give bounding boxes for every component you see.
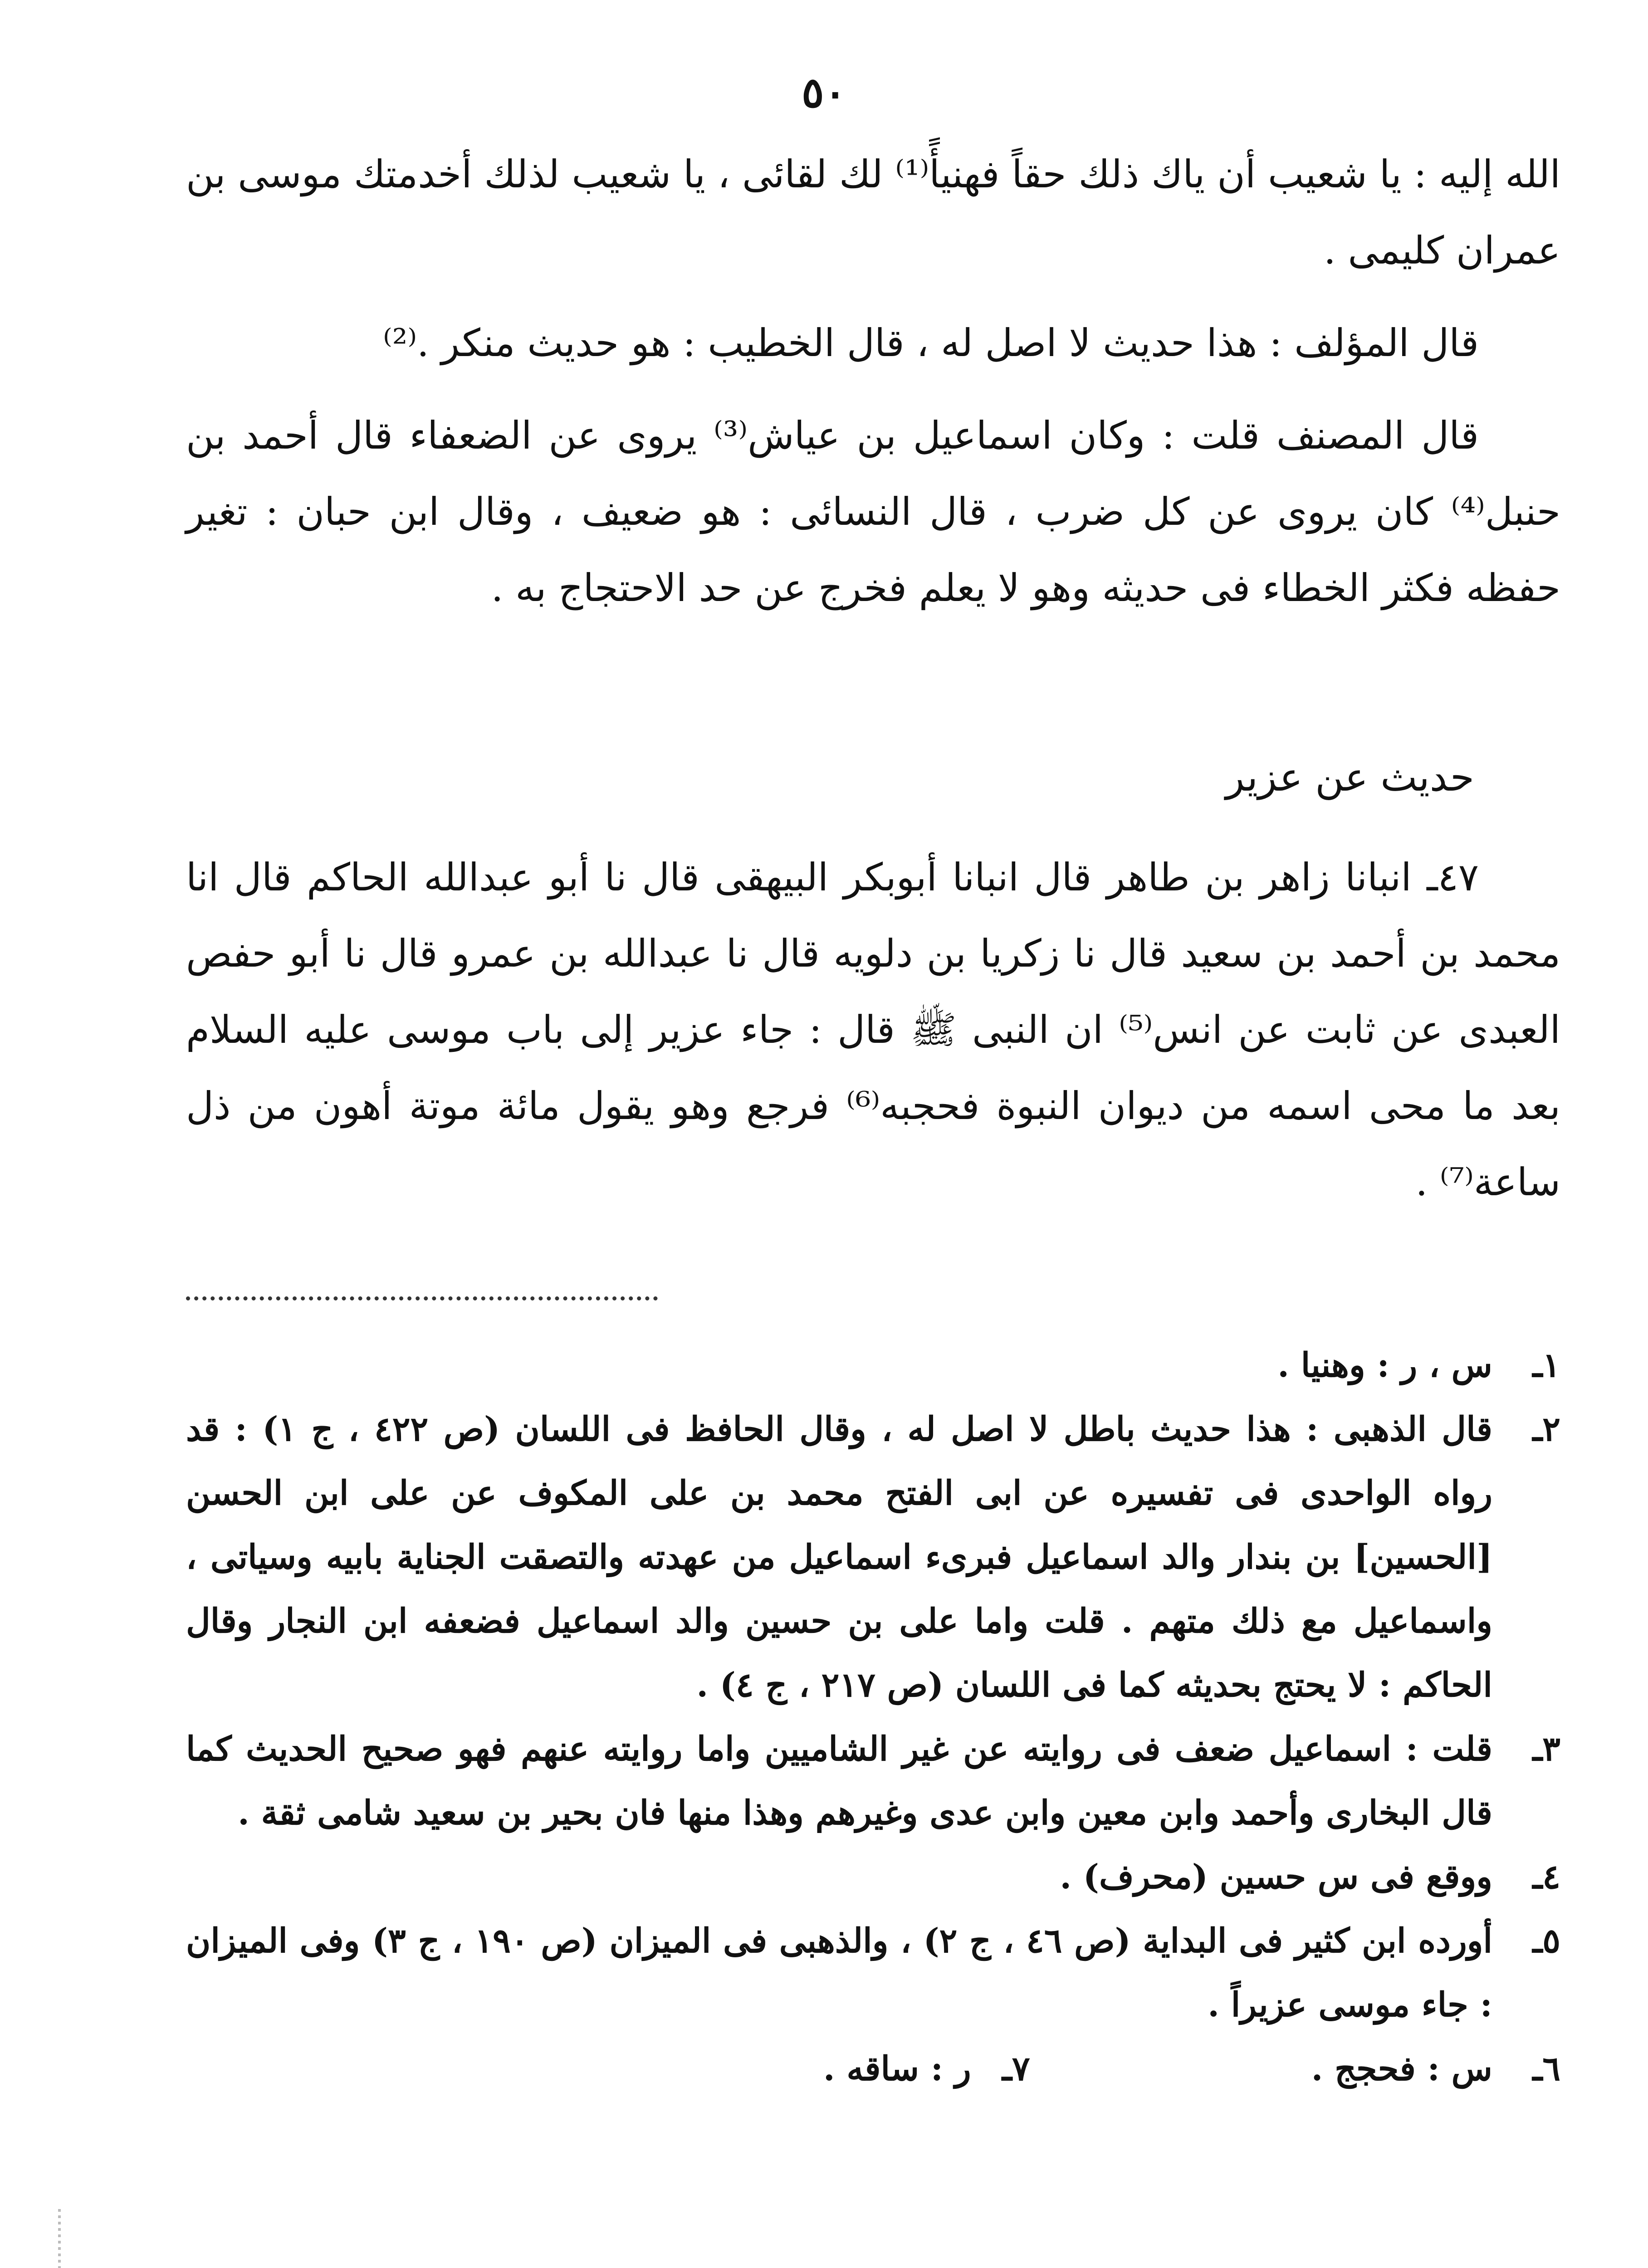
footnote-item [186, 1845, 1560, 1909]
footnote-item [186, 1717, 1560, 1845]
paragraph-shuayb: الله إليه : يا شعيب أن ياك ذلك حقاً فهنيأً⁽¹⁾ لك لقائى ، يا شعيب لذلك أخدمتك موسى بن عمران كليمى . [186, 152, 1560, 273]
page-number: ٥٠ [802, 68, 846, 117]
footnote-text: ووقع فى س حسين (محرف) . [1060, 1857, 1492, 1897]
footnote-number: ٧ـ [1002, 2049, 1030, 2088]
footnote-number: ٣ـ [1532, 1730, 1560, 1769]
footnote-item [186, 1334, 1560, 1398]
main-text-block-top [186, 136, 1560, 626]
paragraph-hadith-47: ٤٧ـ انبانا زاهر بن طاهر قال انبانا أبوبكر البيهقى قال نا أبو عبدالله الحاكم قال انا محمد بن أحمد بن سعيد قال نا زكريا بن دلويه قال نا عبدالله بن عمرو قال نا أبو حفص العبدى عن ثابت عن انس⁽⁵⁾ ان النبى ﷺ قال : جاء عزير إلى باب موسى عليه السلام بعد ما محى اسمه من ديوان النبوة فحجبه⁽⁶⁾ فرجع وهو يقول مائة موتة أهون من ذل ساعة⁽⁷⁾ . [186, 855, 1561, 1204]
footnote-text: أورده ابن كثير فى البداية (ص ٤٦ ، ج ٢) ، والذهبى فى الميزان (ص ١٩٠ ، ج ٣) وفى الميزان : جاء موسى عزيراً . [186, 1921, 1493, 2024]
footnote-text: قلت : اسماعيل ضعف فى روايته عن غير الشاميين واما روايته عنهم فهو صحيح الحديث كما قال البخارى وأحمد وابن معين وابن عدى وغيرهم وهذا منها فان بحير بن سعيد شامى ثقة . [186, 1730, 1492, 1833]
footnote-text: ر : ساقه . [823, 2049, 971, 2088]
paragraph-author-comment: قال المؤلف : هذا حديث لا اصل له ، قال الخطيب : هو حديث منكر .⁽²⁾ [383, 321, 1479, 365]
section-heading: حديث عن عزير [1225, 755, 1474, 800]
footnote-number: ٥ـ [1532, 1921, 1560, 1960]
footnote-item [186, 1398, 1560, 1717]
footnote-text: قال الذهبى : هذا حديث باطل لا اصل له ، وقال الحافظ فى اللسان (ص ٤٢٢ ، ج ١) : قد رواه الواحدى فى تفسيره عن ابى الفتح محمد بن على المكوف عن على ابن الحسن [الحسين] بن بندار والد اسماعيل فبرىء اسماعيل من عهدته والتصقت الجناية بابيه وسياتى ، واسماعيل مع ذلك متهم . قلت واما على بن حسين والد اسماعيل فضعفه ابن النجار وقال الحاكم : لا يحتج بحديثه كما فى اللسان (ص ٢١٧ ، ج ٤) . [186, 1410, 1492, 1705]
footnote-item [186, 1909, 1560, 2037]
footnote-pair [186, 2037, 1560, 2101]
footnote-number: ١ـ [1532, 1346, 1560, 1385]
footnote-number: ٤ـ [1532, 1857, 1560, 1897]
footnotes-block [186, 1334, 1560, 2101]
footnote-text: س ، ر : وهنيا . [1277, 1346, 1492, 1385]
footnote-text: س : فحجج . [1311, 2049, 1492, 2088]
main-text-block-hadith [186, 839, 1560, 1220]
paragraph-compiler-comment: قال المصنف قلت : وكان اسماعيل بن عياش⁽³⁾ يروى عن الضعفاء قال أحمد بن حنبل⁽⁴⁾ كان يروى عن كل ضرب ، قال النسائى : هو ضعيف ، وقال ابن حبان : تغير حفظه فكثر الخطاء فى حديثه وهو لا يعلم فخرج عن حد الاحتجاج به . [186, 413, 1560, 610]
footnote-divider [186, 1296, 658, 1300]
scan-edge-mark [58, 2209, 61, 2268]
footnote-number: ٦ـ [1532, 2049, 1560, 2088]
footnote-number: ٢ـ [1532, 1410, 1560, 1449]
